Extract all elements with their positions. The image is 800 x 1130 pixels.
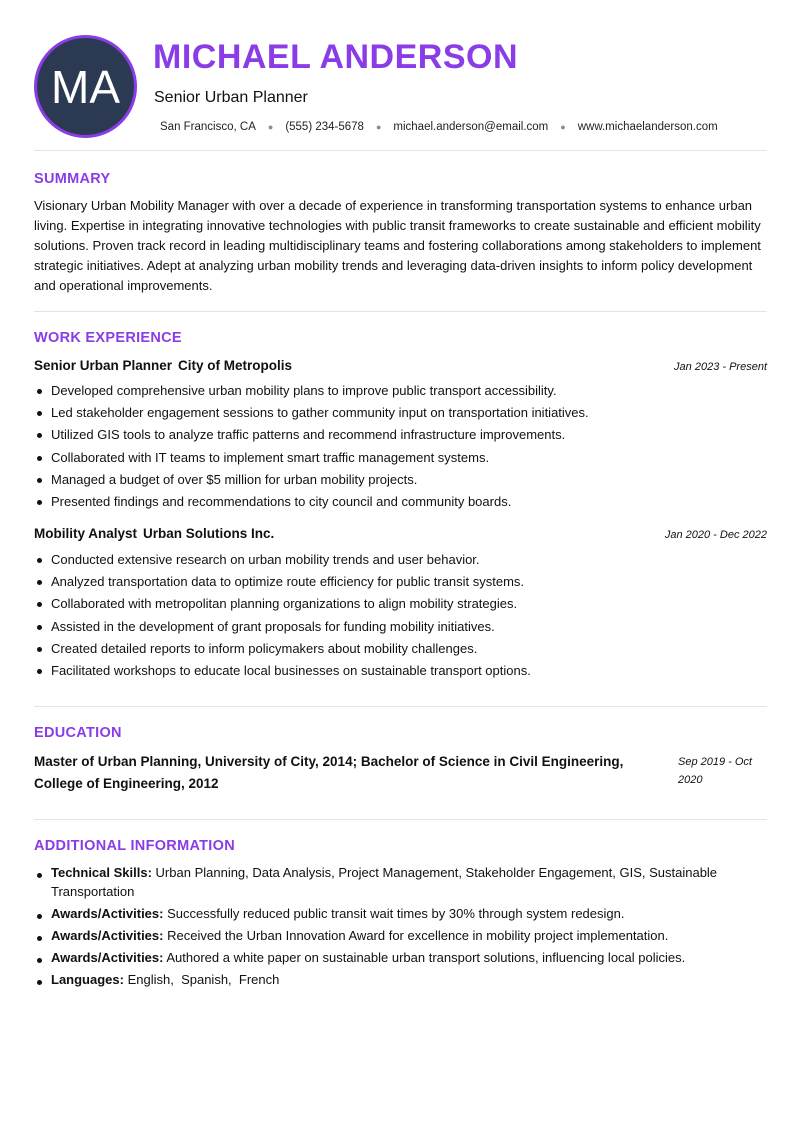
additional-info-list	[34, 864, 767, 993]
list-item: Facilitated workshops to educate local businesses on sustainable transport options.	[34, 660, 767, 682]
item-label: Technical Skills:	[51, 865, 152, 880]
list-item: Analyzed transportation data to optimize route efficiency for public transit systems.	[34, 571, 767, 593]
list-item	[34, 971, 767, 990]
item-text: Received the Urban Innovation Award for excellence in mobility project implementation.	[167, 927, 669, 943]
list-item: Collaborated with IT teams to implement smart traffic management systems.	[34, 447, 767, 469]
job-bullets	[34, 380, 767, 513]
list-item: Utilized GIS tools to analyze traffic patterns and recommend infrastructure improvements.	[34, 424, 767, 446]
education-heading: EDUCATION	[34, 725, 122, 741]
job-company: Urban Solutions Inc.	[143, 526, 275, 541]
work-experience-heading: WORK EXPERIENCE	[34, 330, 182, 346]
job-dates: Jan 2020 - Dec 2022	[664, 529, 767, 541]
separator-dot-icon: ●	[267, 122, 274, 132]
list-item: Led stakeholder engagement sessions to gather community input on transportation initiatives.	[34, 402, 767, 424]
separator-dot-icon: ●	[375, 122, 382, 132]
contact-email[interactable]: michael.anderson@email.com	[393, 121, 549, 133]
list-item	[34, 905, 767, 924]
item-text: Authored a white paper on sustainable urban transport solutions, influencing local policies.	[166, 949, 686, 965]
divider	[34, 819, 767, 820]
divider	[34, 150, 767, 151]
contact-line	[160, 121, 718, 133]
avatar	[34, 35, 137, 138]
job-bullets	[34, 549, 767, 682]
list-item: Conducted extensive research on urban mobility trends and user behavior.	[34, 549, 767, 571]
item-label: Awards/Activities:	[51, 949, 164, 965]
job-header	[34, 526, 767, 541]
job-header	[34, 358, 767, 373]
summary-text: Visionary Urban Mobility Manager with over a decade of experience in transforming transportation systems to enhance urban living. Expertise in integrating innovative technologies with public transit frameworks to create sustainable and efficient mobility solutions. Proven track record in leading multidisciplinary teams and fostering collaborations among stakeholders to implement strategic initiatives. Adept at analyzing urban mobility trends and leveraging data-driven insights to inform policy development and operational improvements.	[34, 198, 761, 293]
separator-dot-icon: ●	[560, 122, 566, 132]
job-position: Mobility Analyst	[34, 526, 138, 541]
list-item	[34, 949, 767, 968]
list-item: Developed comprehensive urban mobility plans to improve public transport accessibility.	[34, 380, 767, 402]
job-title-line	[34, 358, 292, 373]
list-item	[34, 864, 767, 901]
list-item: Created detailed reports to inform policymakers about mobility challenges.	[34, 638, 767, 660]
item-text: English, Spanish, French	[127, 971, 280, 987]
candidate-role: Senior Urban Planner	[154, 89, 308, 106]
list-item	[34, 927, 767, 946]
item-label: Awards/Activities:	[51, 905, 164, 921]
summary-heading: SUMMARY	[34, 171, 111, 187]
job-position: Senior Urban Planner	[34, 358, 173, 373]
item-label: Languages:	[51, 971, 124, 987]
divider	[34, 706, 767, 707]
contact-location: San Francisco, CA	[160, 121, 256, 133]
item-label: Awards/Activities:	[51, 927, 164, 943]
additional-info-heading: ADDITIONAL INFORMATION	[34, 838, 235, 854]
contact-phone: (555) 234-5678	[285, 121, 364, 133]
candidate-name: MICHAEL ANDERSON	[153, 38, 519, 76]
list-item: Collaborated with metropolitan planning organizations to align mobility strategies.	[34, 593, 767, 615]
avatar-initials: MA	[51, 60, 120, 113]
item-text: Successfully reduced public transit wait times by 30% through system redesign.	[167, 905, 625, 921]
list-item: Presented findings and recommendations to city council and community boards.	[34, 491, 767, 513]
item-text: Urban Planning, Data Analysis, Project Management, Stakeholder Engagement, GIS, Sustainable Transportation	[51, 865, 718, 899]
divider	[34, 311, 767, 312]
job-company: City of Metropolis	[178, 358, 293, 373]
list-item: Managed a budget of over $5 million for urban mobility projects.	[34, 469, 767, 491]
education-dates: Sep 2019 - Oct 2020	[678, 756, 752, 786]
list-item: Assisted in the development of grant proposals for funding mobility initiatives.	[34, 616, 767, 638]
contact-website[interactable]: www.michaelanderson.com	[577, 121, 718, 133]
job-dates: Jan 2023 - Present	[674, 361, 767, 373]
education-degree: Master of Urban Planning, University of City, 2014; Bachelor of Science in Civil Engineering, College of Engineering, 2012	[34, 754, 624, 791]
job-title-line	[34, 526, 274, 541]
